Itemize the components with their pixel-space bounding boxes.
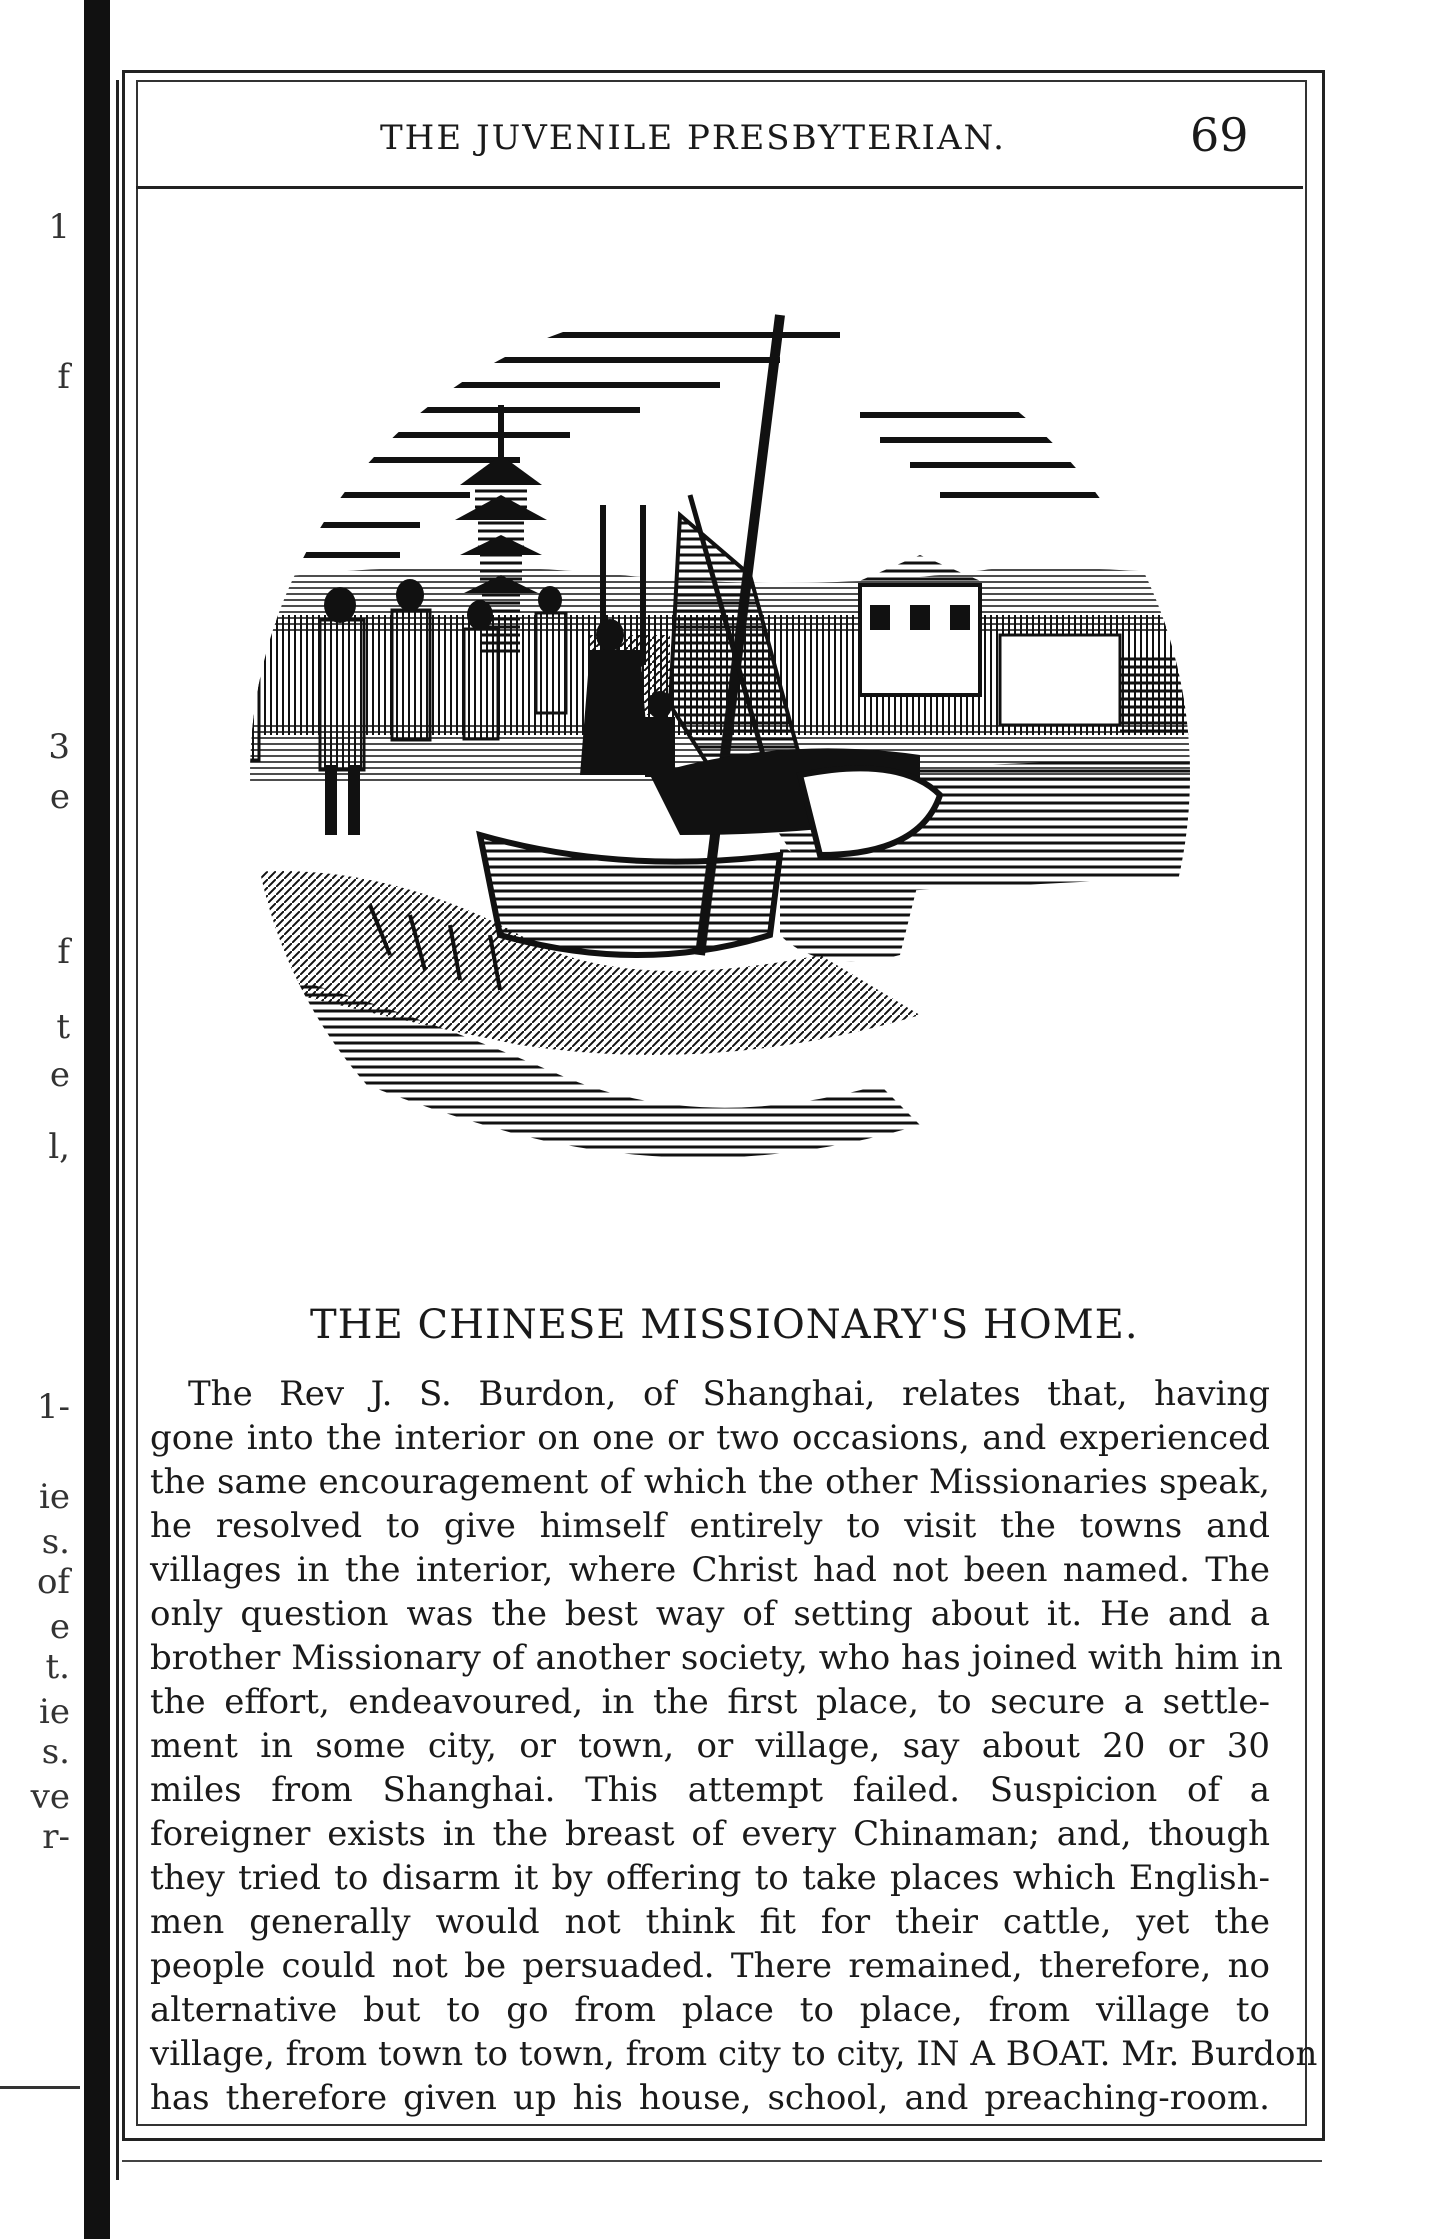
gutter-fragment: e (49, 1055, 70, 1095)
gutter-fragment: t. (45, 1647, 70, 1687)
gutter-fragment: e (49, 777, 70, 817)
engraving-harbor-scene-icon (220, 255, 1220, 1275)
page-binding (84, 0, 110, 2239)
body-line: miles from Shanghai. This attempt failed. Suspicion of a (150, 1770, 1270, 1810)
gutter-fragment: 1 (48, 207, 70, 247)
gutter-fragment: 1- (36, 1387, 70, 1427)
gutter-fragment: e (49, 1607, 70, 1647)
body-line: they tried to disarm it by offering to take places which English- (150, 1858, 1270, 1898)
body-line: The Rev J. S. Burdon, of Shanghai, relates that, having (188, 1374, 1270, 1414)
body-line: ment in some city, or town, or village, say about 20 or 30 (150, 1726, 1270, 1766)
gutter-fragment: 3 (48, 727, 70, 767)
body-line: people could not be persuaded. There remained, therefore, no (150, 1946, 1270, 1986)
body-line: village, from town to town, from city to city, IN A BOAT. Mr. Burdon (150, 2034, 1318, 2074)
gutter-fragment: l, (48, 1127, 70, 1167)
gutter-fragment: ie (39, 1692, 70, 1732)
gutter-fragment: f (57, 932, 70, 972)
body-line: alternative but to go from place to place, from village to (150, 1990, 1270, 2030)
body-line: has therefore given up his house, school, and preaching-room. (150, 2078, 1270, 2118)
article-title: THE CHINESE MISSIONARY'S HOME. (310, 1302, 1139, 1348)
gutter-fragment: s. (41, 1732, 70, 1772)
running-head: THE JUVENILE PRESBYTERIAN. (380, 118, 1006, 158)
gutter-fragment: t (56, 1007, 70, 1047)
sky-hatching (260, 335, 1180, 555)
left-gutter (0, 0, 95, 2239)
body-line: he resolved to give himself entirely to visit the towns and (150, 1506, 1270, 1546)
body-line: the effort, endeavoured, in the first place, to secure a settle- (150, 1682, 1270, 1722)
gutter-fragment: r- (42, 1817, 70, 1857)
gutter-fragment: of (36, 1562, 70, 1602)
body-line: brother Missionary of another society, who has joined with him in (150, 1638, 1283, 1678)
article-body (150, 1372, 1318, 2120)
gutter-fragment: f (57, 357, 70, 397)
bottom-rule (122, 2160, 1322, 2162)
binding-rule (116, 80, 119, 2180)
gutter-fragment: ie (39, 1477, 70, 1517)
body-line: the same encouragement of which the other Missionaries speak, (150, 1462, 1270, 1502)
header-rule (136, 186, 1303, 189)
body-line: only question was the best way of setting about it. He and a (150, 1594, 1270, 1634)
body-line: men generally would not think fit for their cattle, yet the (150, 1902, 1270, 1942)
gutter-fragment: s. (41, 1522, 70, 1562)
body-line: foreigner exists in the breast of every Chinaman; and, though (150, 1814, 1270, 1854)
page-number: 69 (1190, 108, 1249, 162)
body-line: villages in the interior, where Christ had not been named. The (150, 1550, 1270, 1590)
gutter-fragment: ve (30, 1777, 70, 1817)
gutter-rule (0, 2086, 80, 2089)
body-line: gone into the interior on one or two occasions, and experienced (150, 1418, 1270, 1458)
